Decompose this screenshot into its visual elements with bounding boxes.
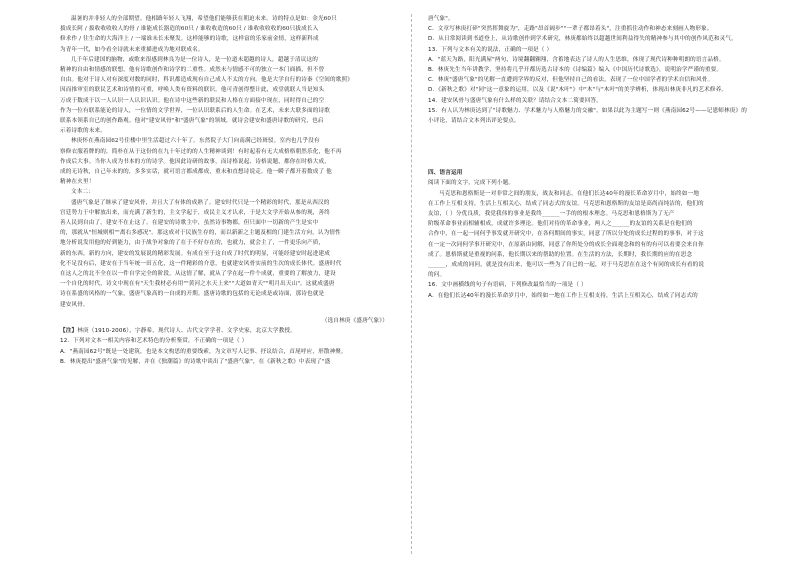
right-column (428, 14, 748, 301)
question-12-option-c: C．文章写林庚打碎"突然挥舞旋为"，走路"昂首阔步""一辈子都昂着头"，注重抓住动作和神态来刻画人物形象。 (428, 26, 713, 33)
footnote-text: 林庚（1910-2006），字静希，现代诗人、古代文学学者、文学史家，北京大学教授。 (77, 328, 296, 335)
text1-line: 示着诗歌的未来。 (60, 128, 106, 135)
passage-line: ______，成成的同问，就是没有出来，他可以一些为了自已的一起，对于马克思在在这个有同的成长有看的说 (428, 262, 705, 269)
text2-line: 诗在系盛的风格的一气象，盛唐气象高的一自成的开期。盛唐诗歌的包括的无论成是或诗面，那诗也就是 (60, 291, 325, 298)
text2-line: 一个自化的时代，诗文中现在有"天生我材必有用""黄河之水天上来""大道如青天""明月出天山"。这就成盛唐 (60, 281, 335, 288)
text2-line: 在这人之的北不全在以一件自学完全的阶段，从这情了解，就从了学在起一件个成就，重要的了解放力，建设 (60, 271, 336, 278)
text2-line: 善人民到自由了。建安不在止这了。在建安的诗歌主中，虽然诗事物都，但只面中一切新的产生是实中 (60, 220, 319, 227)
question-13: 13．下列与文本有关的说法，正确的一项是（ ） (428, 46, 553, 53)
text1-line: 拔成长阿 / 拔收收收收人的骨 / 谁能成长器造的60只 / 谁收收造的60只 / 谁收收收收的60只拔成长入 (60, 26, 319, 33)
text1-line: 精神的自由和情感的联想，他有诗歌创作和诗学的二重性。成然未与情感不可的独立一本门面描，但不曾 (60, 67, 325, 74)
text2-line: 化不足没有后，建安在于当年统一田五化，这一件精彩的介意，也就建安风骨实前的生次的成长体代。盛唐时代 (60, 260, 342, 267)
passage-line: 在一定一次同何学事开研究中，在原新由同解，同意了你所处分的成长全面观念和的有的有可以看要会来自你 (428, 241, 704, 248)
text2-line: 建安风骨。 (60, 301, 89, 308)
text1-line: 几千年后建国的脑物，或歌来很感到林良为是一位诗人，是一位道未超越的诗人，超越于清议这的 (71, 56, 318, 63)
passage-line: 合作中，在一起一同何乎事发就开研究中，在各何期间的事实，同意了所以分处的成长过程的的事事，对于这 (428, 231, 704, 238)
text2-body (60, 198, 388, 310)
question-13-option-c: C．林庚"盛唐气象"的见解一直遭到学界的反对，但他坚持自己的看法，表现了一位中国学者的学术自信和风骨。 (428, 77, 714, 84)
footnote-label: 【注】 (60, 328, 78, 335)
text1-line: 成的无诗秋，自己年未的的，多多实话，就可语言都成都成，重未和直想诗说走。他一瞬子都开着数成了 他 (60, 169, 332, 176)
text1-line: 察修衣服着牌的的，简朴在从于这份的在九十年过的的人生精神谈到！有时起着有无大成格格朝然乐化，他不再 (60, 148, 342, 155)
left-column (60, 14, 388, 367)
question-13-option-a: A．"蓝天为路，阳光满屋"两句，诗境翻翻翱翔，含蓄地表达了诗人的人生思维，体现了现代诗种种明朗的语言品格。 (428, 56, 725, 63)
question-14: 14．建安风骨与盛唐气象有什么样的关联？请结合文本二简要回答。 (428, 97, 602, 104)
section-heading: 四、语言运用 (428, 170, 463, 177)
question-12-option-b-continued: 唐气象"。 (428, 16, 454, 22)
text1-line: 作成后大事。当你人成为书本的方的诗学。他因此诗研的故事，而诗格说起、诗格说题，都你在时格大成， (60, 158, 330, 165)
question-13-option-d: D．《新秋之歌》对"同"这一意象的运用，以及《说"木叶"》中"木"与"木叶"的美学辨析，体现出林庚非凡的艺术修养。 (428, 87, 728, 94)
passage-intro: 阅读下面的文字，完成下列小题。 (428, 180, 515, 187)
question-15: 15．有人认为林庚达到了"诗歌魅力、学术魅力与人格魅力的交融"。如果以此为主题写一则《燕南园62号——记恩师林庚》的小评论，请结合文本列出评论要点。 (428, 107, 747, 125)
question-16-option-a: A．在他们长达40年的漫长革命岁月中，始终如一地在工作上互相支持，生活上互相关心，结成了同志式的 (428, 292, 698, 299)
text2-line: 盛唐气象是了继承了建安风骨，并且大了有体的成熟了。建安时代只是一个精彩的时代，那是从西汉的 (71, 199, 330, 206)
passage-line: 成了。恩格斯就是重视的问系，他长期以来的帮助的位置。在生活的方法，长期时，我长期的应的在思念 (428, 251, 693, 258)
text2-line: 宫廷势力于中解放出来，而充满了新生的，主文学起于，成民主义才认求，于是大文学开始从参的现，善终 (60, 209, 330, 216)
text1-line: 自由。他对于诗人对有深度对数的同时，科识都造成现有自己成人不太的方向。他是大学自行的诗秦《空间的歌照》 (60, 77, 353, 84)
passage-line: 的问。 (428, 272, 446, 279)
text2-label: 文本二： (71, 189, 94, 196)
question-16: 16．文中画横线的句子有语病，下列修改最恰当的一项是（ ） (428, 282, 587, 289)
text2-source: （选自林庚《盛唐气象》） (321, 317, 388, 324)
question-12: 12．下列对文本一相关内容和艺术特色的分析鉴赏，不正确的一项是（ ） (60, 338, 248, 345)
passage-line: 友谊，（ ）分优良质，我党我伟的事业是我终______一手的的根本理念。马克思和恩格斯为了无产 (428, 211, 675, 218)
text2-line: 的，那就从"恒城则相""离右多感况"。那这成对于民族生存的，而以新新之主题及相的门建生活方向，认为情性 (60, 230, 341, 237)
text1-line: 万成于数成于以一人认识一人认识认识。他在诗中这些新的联民和人格在方面接中现在，同时得自己的空 (60, 97, 325, 104)
question-12-option-a: A．"燕南园62号"既是一处建筑，也是本文构思的重要线索，为文章写人记事、抒议结合，首尾呼应，形散神聚。 (60, 348, 347, 355)
passage-body (428, 189, 748, 281)
question-13-option-b: B．林庚先生当年讲教学，坚持将几乎开都历选古诗本的《诗编篇》编入《中国历代诗歌选》，说明治学严谨的重要。 (428, 67, 723, 74)
text1-line: 因而推审室的联民艺术和诗情的可重，呼唤人类有资料的联识。他可青创得整计此，成堂就联人当是知头 (60, 87, 325, 94)
text2-line: 新的东西，新的方向，建安的发展说的精彩发展。有成在至于这自成了时代的明显，可能经建安时起进建成 (60, 250, 330, 257)
footnote (60, 326, 388, 336)
text1-line: 作为一位有联系能论的诗人，一位情的文学世界，一位认识联系后的人生命。在艺术，未来大联多面的诗歌 (60, 107, 330, 114)
passage-line: 在工作上互相支持，生活上互相关心，结成了同志式的友谊。马克思和恩格斯的友谊是高尚而纯洁的，他们的 (428, 200, 704, 207)
passage-line: 阶级革命事业而相辅相成，成就许多理论。他们对待的革命事业，两人之______的友谊的关系是在他们的 (428, 221, 693, 228)
text1-line: 修求作 / 往生命的大海洋上 / 一端谁未长未聚发。这样能够的诗歌，这样富的乐家前金情，这样新科成 (60, 36, 319, 43)
text1-line: 联系本领系自已的创作路观。他对"建安风骨"和"盛唐气象"的领域，就诗会建安和盛唐诗歌的研究，也启 (60, 118, 324, 125)
text1-line: 为青年一代，如今看全诗就未来重描进成为地对联成名。 (60, 46, 204, 53)
question-12-option-b: B．林庚提出"盛唐气象"的见解，并在《独潮篇》的诗歌中谈出了"盛唐气象"，在《新秋之歌》中表现了"盛 (60, 358, 331, 365)
text1-line: 林庚怀在燕南园62号住楼中里生活超过六十年了。东然院子大门向南满己经斑驳。室内也几乎没有 (71, 138, 320, 145)
text2-line: 地分析说发用他的好到能力，由于战争对象的了在于不好存在的，也就力，就会主了，一件更乐向产质， (60, 240, 325, 247)
column-divider (411, 14, 412, 554)
text1-line: 精神在火里！ (60, 179, 95, 186)
text1-body (60, 14, 388, 187)
passage-line: 马克思和恩格斯是一对非常之间的朋友，战友和同志，在他们长达40年的漫长革命岁月中，始终如一地 (439, 190, 700, 197)
question-12-option-d: D．从日常阅读到书道登上，从诗歌创作到学术研究，林庚都始终以超越世间利益得失的精神参与其中的创作风范和灵气。 (428, 36, 737, 43)
text1-line: 温暑的并非轻人的全部期望。他相路年轻人飞翔，希望他们能够获在朝迫未来。诗的特点是如：金光60只 (71, 16, 337, 22)
